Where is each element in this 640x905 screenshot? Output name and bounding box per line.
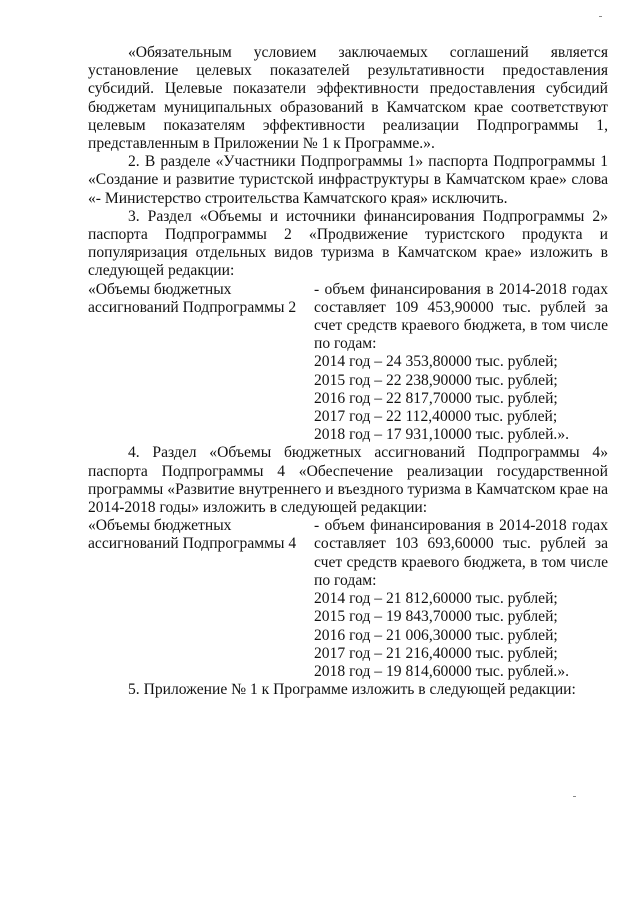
- year-line: 2016 год – 21 006,30000 тыс. рублей;: [314, 626, 558, 644]
- scan-speck: [599, 16, 602, 17]
- funding-summary: - объем финансирования в 2014-2018 годах составляет 109 453,90000 тыс. рублей за счет средств краевого бюджета, в том числе по годам:: [314, 280, 608, 353]
- year-line: 2014 год – 24 353,80000 тыс. рублей;: [314, 353, 558, 371]
- funding-table-subprogram-4: [88, 517, 608, 681]
- document-page: [88, 44, 608, 699]
- table-left-cell: «Объемы бюджетных ассигнований Подпрограммы 4: [88, 517, 297, 553]
- year-line: 2016 год – 22 817,70000 тыс. рублей;: [314, 389, 558, 407]
- scan-speck: [573, 796, 576, 797]
- paragraph-item-2: 2. В разделе «Участники Подпрограммы 1» паспорта Подпрограммы 1 «Создание и развитие туристской инфраструктуры в Камчатском крае» слова «- Министерство строительства Камчатского края» исключить.: [88, 153, 608, 207]
- paragraph-item-3: 3. Раздел «Объемы и источники финансирования Подпрограммы 2» паспорта Подпрограммы 2 «Продвижение туристского продукта и популяризация отдельных видов туризма в Камчатском крае» изложить в следующей редакции:: [88, 207, 608, 280]
- paragraph-item-5: 5. Приложение № 1 к Программе изложить в следующей редакции:: [128, 681, 576, 699]
- year-line: 2018 год – 17 931,10000 тыс. рублей.».: [314, 426, 570, 444]
- paragraph-subsidy-conditions: «Обязательным условием заключаемых соглашений является установление целевых показателей результативности предоставления субсидий. Целевые показатели эффективности предоставления субсидий бюджетам муниципальных образований в Камчатском крае соответствуют целевым показателям эффективности реализации Подпрограммы 1, представленным в Приложении № 1 к Программе.».: [88, 44, 608, 153]
- year-line: 2017 год – 21 216,40000 тыс. рублей;: [314, 644, 558, 662]
- table-left-cell: «Объемы бюджетных ассигнований Подпрограммы 2: [88, 280, 297, 316]
- paragraph-item-4: 4. Раздел «Объемы бюджетных ассигнований Подпрограммы 4» паспорта Подпрограммы 4 «Обеспечение реализации государственной программы «Развитие внутреннего и въездного туризма в Камчатском крае на 2014-2018 годы» изложить в следующей редакции:: [88, 444, 608, 517]
- year-line: 2015 год – 22 238,90000 тыс. рублей;: [314, 371, 558, 389]
- table-right-cell: [314, 281, 608, 445]
- year-line: 2017 год – 22 112,40000 тыс. рублей;: [314, 408, 558, 426]
- year-line: 2015 год – 19 843,70000 тыс. рублей;: [314, 608, 558, 626]
- table-right-cell: [314, 517, 608, 681]
- year-line: 2014 год – 21 812,60000 тыс. рублей;: [314, 590, 558, 608]
- funding-table-subprogram-2: [88, 281, 608, 445]
- year-line: 2018 год – 19 814,60000 тыс. рублей.».: [314, 662, 570, 680]
- funding-summary: - объем финансирования в 2014-2018 годах составляет 103 693,60000 тыс. рублей за счет средств краевого бюджета, в том числе по годам:: [314, 517, 608, 589]
